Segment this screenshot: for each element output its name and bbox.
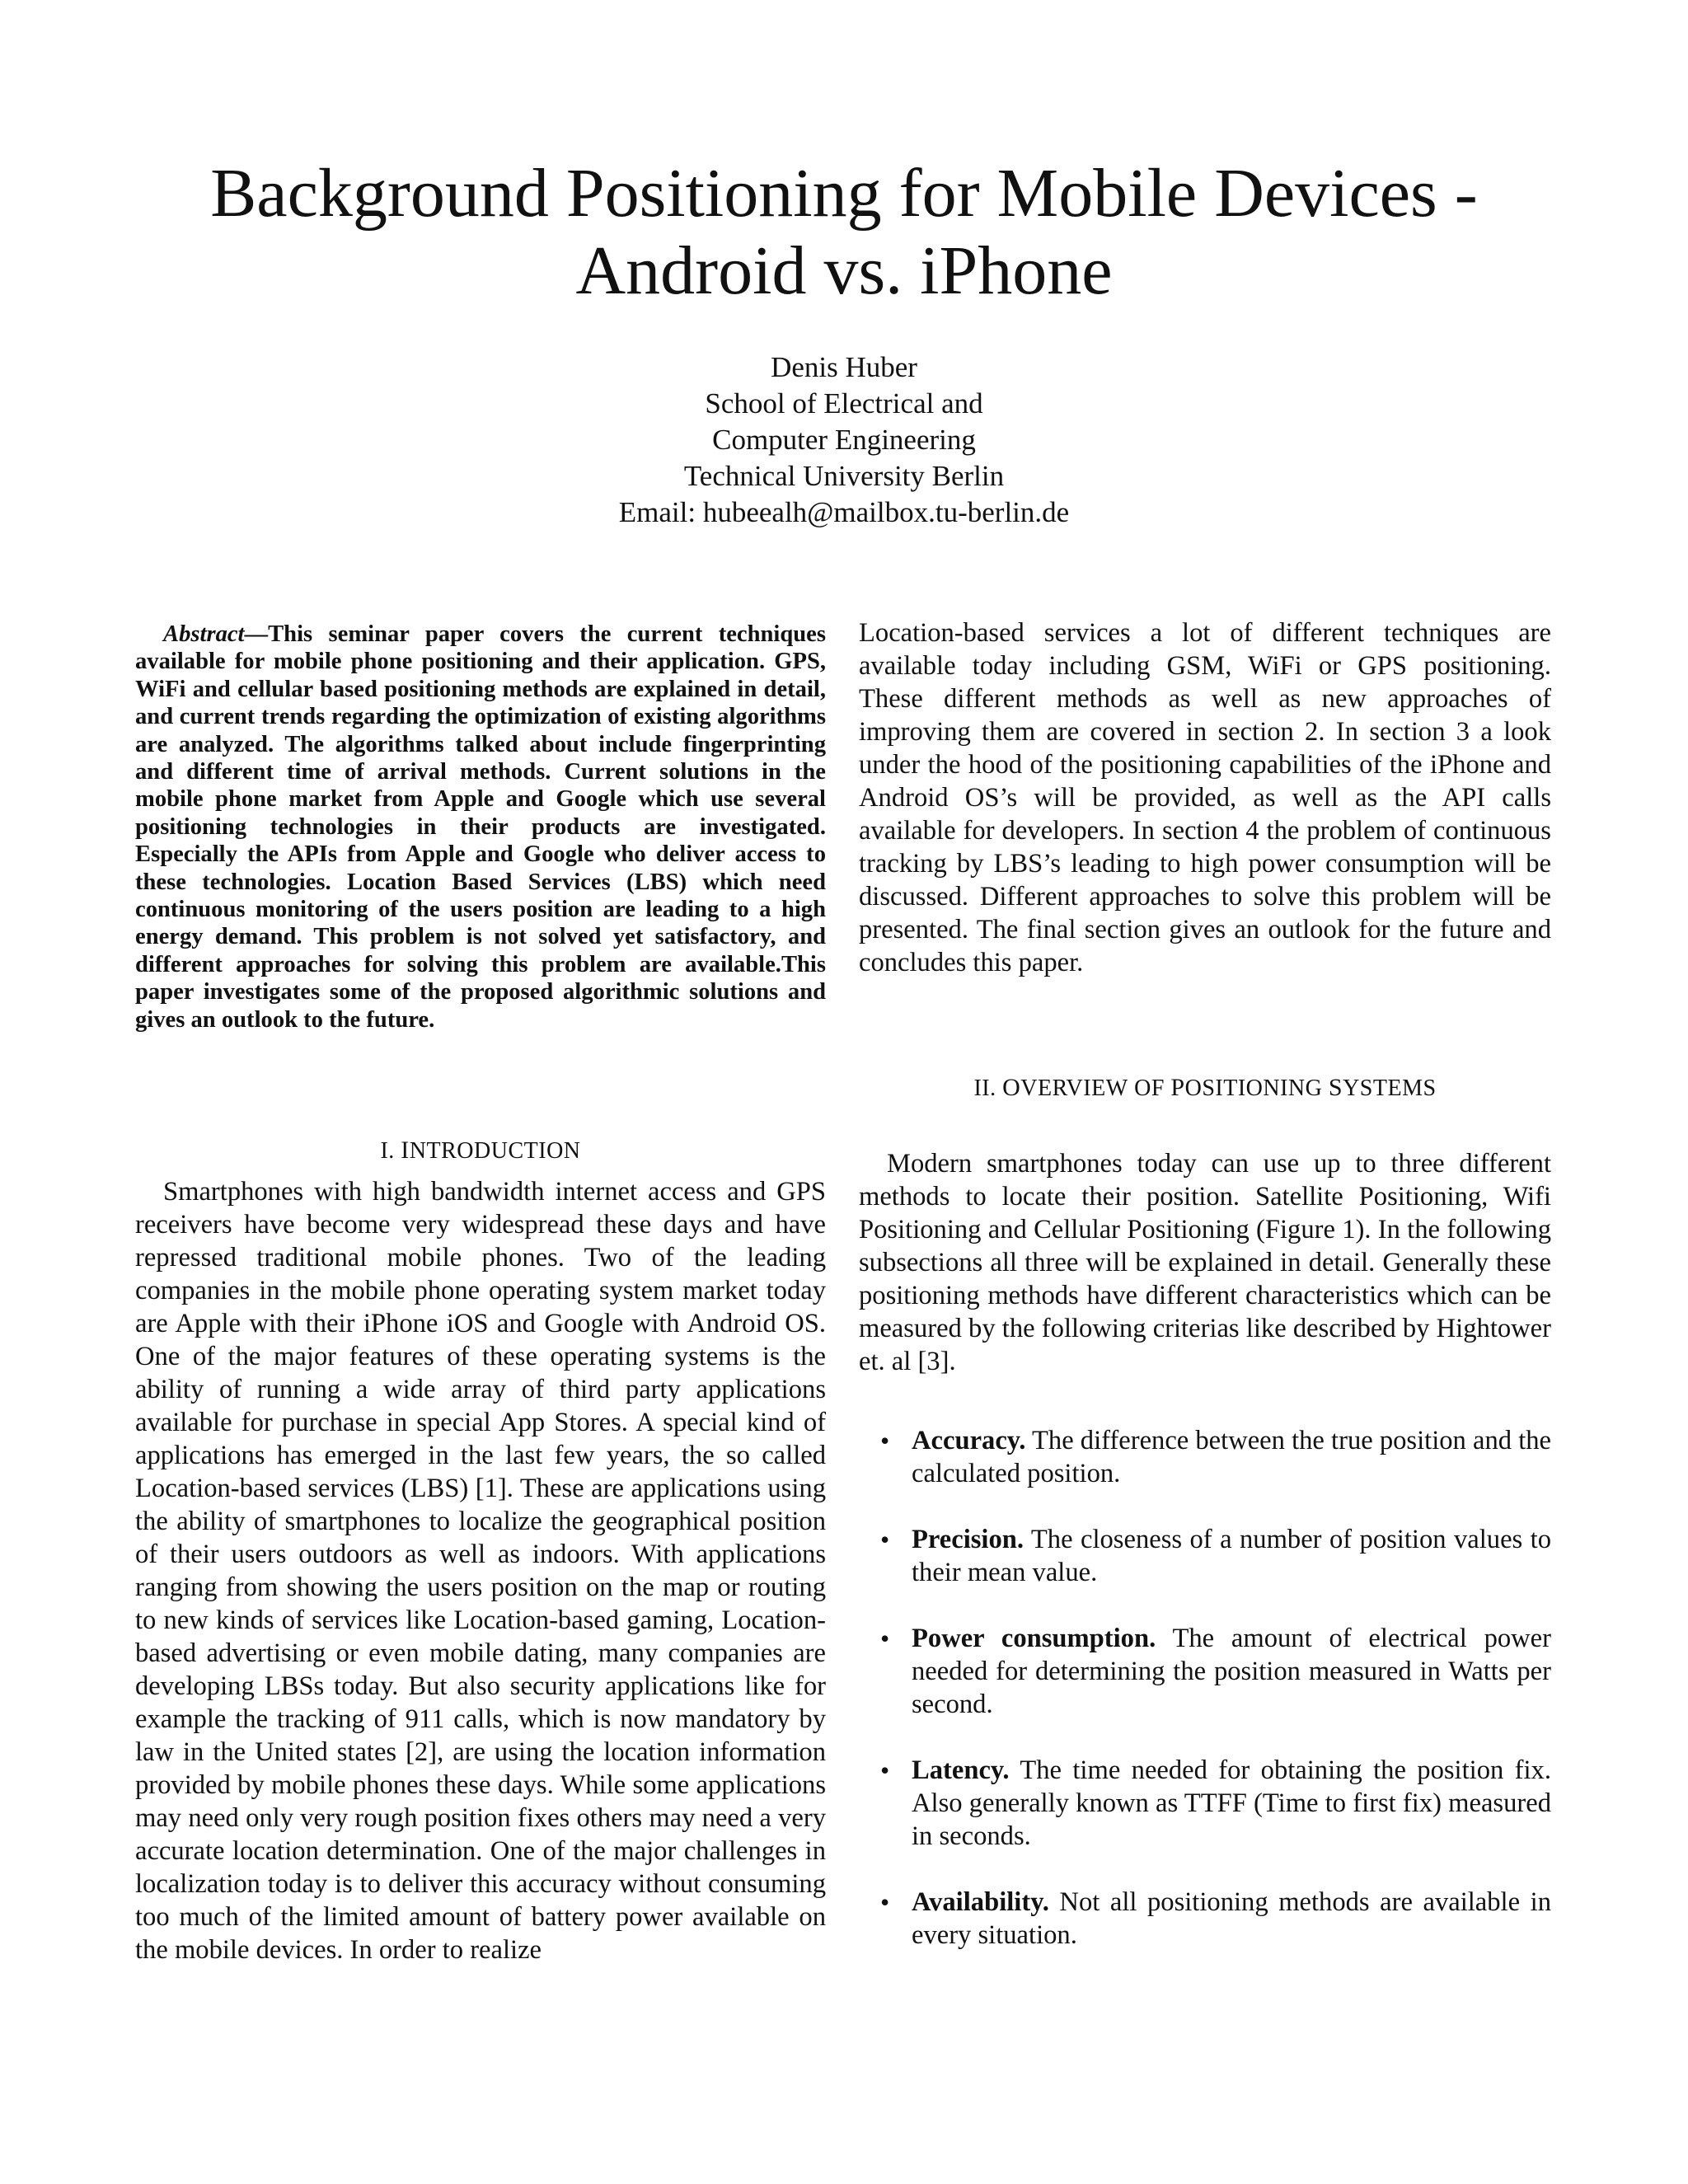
overview-body: Modern smartphones today can use up to three different methods to locate their position. Satellite Positioning, Wifi Positioning and Cellular Positioning (Figure 1). In the following subsections all three will be explained in detail. Generally these positioning methods have different characteristics which can be measured by the following criterias like described by Hightower et. al [3]. <box>859 1149 1551 1376</box>
abstract <box>135 621 826 1033</box>
paper-title <box>132 155 1556 310</box>
criterion-term: Power consumption. <box>912 1624 1156 1653</box>
criterion-text: The amount of electrical power needed for determining the position measured in Watts per second. <box>912 1624 1551 1719</box>
author-block <box>330 349 1358 531</box>
heading-word: YSTEMS <box>1343 1076 1437 1101</box>
heading-word: OF <box>1134 1076 1165 1101</box>
author-affiliation-line-2: Computer Engineering <box>712 424 976 456</box>
criterion-text: The closeness of a number of position values to their mean value. <box>912 1525 1552 1587</box>
bullet-icon: • <box>880 1426 890 1455</box>
title-line-2: Android vs. iPhone <box>575 232 1113 309</box>
criterion-text: Not all positioning methods are available in every situation. <box>912 1887 1551 1950</box>
abstract-text: This seminar paper covers the current techniques available for mobile phone positioning and their application. GPS, WiFi and cellular based positioning methods are explained in detail, and current trends regarding the optimization of existing algorithms are analyzed. The algorithms talked about include fingerprinting and different time of arrival methods. Current solutions in the mobile phone market from Apple and Google which use several positioning technologies in their products are investigated. Especially the APIs from Apple and Google who deliver access to these technologies. Location Based Services (LBS) which need continuous monitoring of the users position are leading to a high energy demand. This problem is not solved yet satisfactory, and different approaches for solving this problem are available.This paper investigates some of the proposed algorithmic solutions and gives an outlook to the future. <box>135 621 826 1033</box>
abstract-dash: — <box>244 621 269 647</box>
bullet-icon: • <box>880 1525 890 1554</box>
heading-initial: S <box>1328 1074 1343 1101</box>
criterion-term: Accuracy. <box>912 1426 1026 1455</box>
criterion-term: Latency. <box>912 1755 1010 1785</box>
criterion-text: The difference between the true position and the calculated position. <box>912 1426 1551 1488</box>
heading-rest: NTRODUCTION <box>409 1138 581 1164</box>
list-item <box>859 1754 1551 1886</box>
list-item <box>859 1622 1551 1754</box>
introduction-body: Smartphones with high bandwidth internet access and GPS receivers have become very widespread these days and have repressed traditional mobile phones. Two of the leading companies in the mobile phone operating system market today are Apple with their iPhone iOS and Google with Android OS. One of the major features of these operating systems is the ability of running a wide array of third party applications available for purchase in special App Stores. A special kind of applications has emerged in the last few years, the so called Location-based services (LBS) [1]. These are applications using the ability of smartphones to localize the geographical position of their users outdoors as well as indoors. With applications ranging from showing the users position on the map or routing to new kinds of services like Location-based gaming, Location-based advertising or even mobile dating, many companies are developing LBSs today. But also security applications like for example the tracking of 911 calls, which is now mandatory by law in the United states [2], are using the location information provided by mobile phones these days. While some applications may need only very rough position fixes others may need a very accurate location determination. One of the major challenges in localization today is to deliver this accuracy without consuming too much of the limited amount of battery power available on the mobile devices. In order to realize <box>135 1177 826 1965</box>
heading-initial: P <box>1170 1074 1185 1101</box>
author-affiliation-line-1: School of Electrical and <box>705 387 983 419</box>
title-line-1: Background Positioning for Mobile Devices - <box>210 155 1478 232</box>
bullet-icon: • <box>880 1624 890 1653</box>
criterion-term: Availability. <box>912 1887 1049 1917</box>
heading-word: VERVIEW <box>1020 1076 1128 1101</box>
section-heading-overview <box>859 1073 1551 1104</box>
bullet-icon: • <box>880 1887 890 1917</box>
author-name: Denis Huber <box>771 351 917 383</box>
list-item <box>859 1523 1551 1622</box>
criterion-term: Precision. <box>912 1525 1025 1554</box>
author-email: Email: hubeealh@mailbox.tu-berlin.de <box>618 496 1070 528</box>
section-number: I. <box>380 1138 395 1164</box>
abstract-label: Abstract <box>163 621 245 647</box>
section-heading-introduction <box>135 1136 826 1166</box>
criterion-text: The time needed for obtaining the position fix. Also generally known as TTFF (Time to first fix) measured in seconds. <box>912 1755 1551 1851</box>
bullet-icon: • <box>880 1755 890 1785</box>
introduction-continued: Location-based services a lot of different techniques are available today including GSM, WiFi or GPS positioning. These different methods as well as new approaches of improving them are covered in section 2. In section 3 a look under the hood of the positioning capabilities of the iPhone and Android OS’s will be provided, as well as the API calls available for developers. In section 4 the problem of continuous tracking by LBS’s leading to high power consumption will be discussed. Different approaches to solve this problem will be presented. The final section gives an outlook for the future and concludes this paper. <box>859 618 1551 977</box>
list-item <box>859 1886 1551 1952</box>
heading-word: OSITIONING <box>1184 1076 1323 1101</box>
heading-initial: I <box>401 1137 410 1164</box>
list-item <box>859 1424 1551 1523</box>
section-number: II. <box>973 1076 996 1101</box>
heading-initial: O <box>1002 1074 1021 1101</box>
criteria-list <box>859 1424 1551 1952</box>
author-institution: Technical University Berlin <box>683 460 1005 492</box>
